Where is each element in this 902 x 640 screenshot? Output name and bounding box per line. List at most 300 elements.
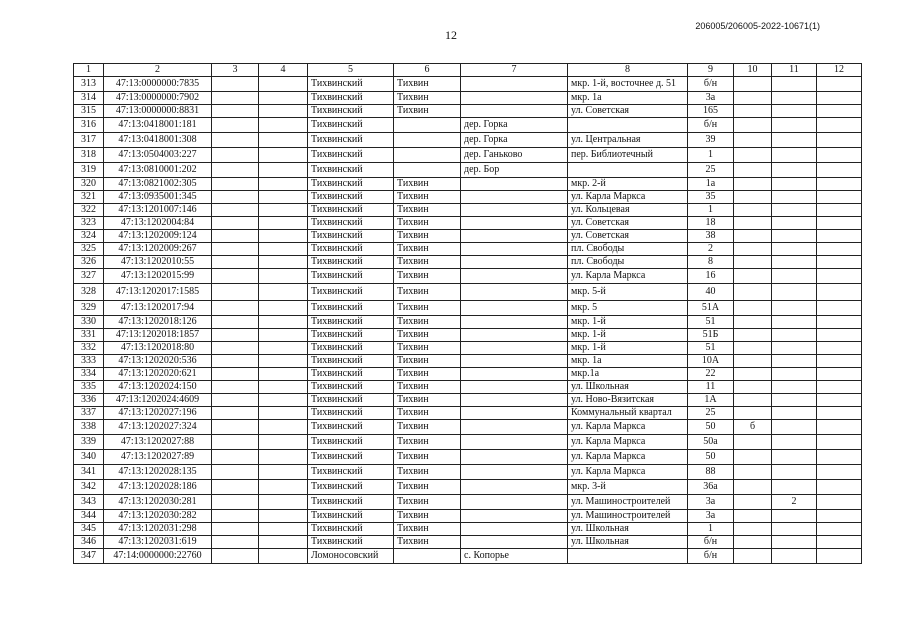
village-cell	[461, 355, 568, 368]
cell-col-12	[817, 355, 862, 368]
cell-col-11	[772, 381, 817, 394]
cadastral-number: 47:13:1202017:94	[104, 301, 212, 316]
street-cell: мкр. 2-й	[568, 178, 688, 191]
city-cell: Тихвин	[394, 394, 461, 407]
house-cell: 39	[688, 133, 734, 148]
cell-col-4	[259, 77, 308, 92]
village-cell	[461, 217, 568, 230]
cell-col-12	[817, 230, 862, 243]
cell-col-3	[212, 495, 259, 510]
cell-col-12	[817, 549, 862, 564]
cell-col-12	[817, 316, 862, 329]
street-cell: мкр. 1-й	[568, 329, 688, 342]
cadastral-number: 47:14:0000000:22760	[104, 549, 212, 564]
cell-col-12	[817, 284, 862, 301]
cell-col-4	[259, 148, 308, 163]
row-number: 324	[74, 230, 104, 243]
city-cell	[394, 118, 461, 133]
cell-col-4	[259, 217, 308, 230]
street-cell: ул. Машиностроителей	[568, 510, 688, 523]
cadastral-number: 47:13:0821002:305	[104, 178, 212, 191]
district-cell: Тихвинский	[308, 480, 394, 495]
cadastral-number: 47:13:0000000:7902	[104, 92, 212, 105]
house-cell: 51Б	[688, 329, 734, 342]
village-cell	[461, 495, 568, 510]
cell-col-12	[817, 368, 862, 381]
house-cell: 36а	[688, 480, 734, 495]
district-cell: Тихвинский	[308, 77, 394, 92]
cell-col-3	[212, 549, 259, 564]
cell-col-11	[772, 301, 817, 316]
city-cell: Тихвин	[394, 342, 461, 355]
cell-col-10	[734, 510, 772, 523]
cell-col-12	[817, 269, 862, 284]
cadastral-number: 47:13:1202030:282	[104, 510, 212, 523]
table-row	[74, 269, 862, 284]
cell-col-3	[212, 243, 259, 256]
cell-col-11	[772, 420, 817, 435]
cell-col-11	[772, 329, 817, 342]
cell-col-4	[259, 549, 308, 564]
cell-col-10	[734, 217, 772, 230]
house-cell: 16	[688, 269, 734, 284]
row-number: 326	[74, 256, 104, 269]
house-cell: 3а	[688, 510, 734, 523]
table-row	[74, 465, 862, 480]
cell-col-12	[817, 256, 862, 269]
cadastral-number: 47:13:1202018:126	[104, 316, 212, 329]
cell-col-10	[734, 450, 772, 465]
row-number: 342	[74, 480, 104, 495]
cell-col-12	[817, 510, 862, 523]
cell-col-12	[817, 191, 862, 204]
cell-col-4	[259, 394, 308, 407]
cell-col-4	[259, 407, 308, 420]
row-number: 325	[74, 243, 104, 256]
cell-col-3	[212, 420, 259, 435]
city-cell: Тихвин	[394, 301, 461, 316]
house-cell: 3а	[688, 495, 734, 510]
city-cell: Тихвин	[394, 495, 461, 510]
page-number: 12	[445, 28, 457, 42]
cell-col-3	[212, 191, 259, 204]
village-cell	[461, 329, 568, 342]
cell-col-11	[772, 355, 817, 368]
street-cell: мкр. 5	[568, 301, 688, 316]
table-row	[74, 284, 862, 301]
street-cell: мкр. 1а	[568, 92, 688, 105]
table-row	[74, 329, 862, 342]
row-number: 336	[74, 394, 104, 407]
cell-col-12	[817, 92, 862, 105]
house-cell: 10А	[688, 355, 734, 368]
row-number: 347	[74, 549, 104, 564]
city-cell: Тихвин	[394, 329, 461, 342]
register-table	[73, 63, 862, 564]
row-number: 320	[74, 178, 104, 191]
cell-col-4	[259, 420, 308, 435]
cell-col-3	[212, 284, 259, 301]
cell-col-10	[734, 523, 772, 536]
city-cell: Тихвин	[394, 355, 461, 368]
cadastral-number: 47:13:1202018:80	[104, 342, 212, 355]
row-number: 341	[74, 465, 104, 480]
cell-col-11	[772, 523, 817, 536]
house-cell: 25	[688, 407, 734, 420]
street-cell: пл. Свободы	[568, 243, 688, 256]
table-row	[74, 230, 862, 243]
city-cell: Тихвин	[394, 217, 461, 230]
cell-col-10	[734, 435, 772, 450]
cell-col-11	[772, 133, 817, 148]
district-cell: Тихвинский	[308, 435, 394, 450]
cell-col-4	[259, 243, 308, 256]
column-header: 2	[104, 64, 212, 77]
cell-col-3	[212, 510, 259, 523]
street-cell: ул. Карла Маркса	[568, 465, 688, 480]
table-row	[74, 381, 862, 394]
cell-col-10	[734, 105, 772, 118]
street-cell: мкр. 1-й, восточнее д. 51	[568, 77, 688, 92]
cell-col-10	[734, 133, 772, 148]
table-row	[74, 523, 862, 536]
cell-col-11	[772, 204, 817, 217]
city-cell: Тихвин	[394, 178, 461, 191]
city-cell: Тихвин	[394, 92, 461, 105]
street-cell: ул. Карла Маркса	[568, 191, 688, 204]
cell-col-3	[212, 133, 259, 148]
cell-col-4	[259, 301, 308, 316]
street-cell: ул. Центральная	[568, 133, 688, 148]
cell-col-11	[772, 191, 817, 204]
cell-col-12	[817, 118, 862, 133]
district-cell: Тихвинский	[308, 329, 394, 342]
cell-col-10	[734, 256, 772, 269]
row-number: 334	[74, 368, 104, 381]
village-cell	[461, 269, 568, 284]
house-cell: б/н	[688, 536, 734, 549]
street-cell: ул. Школьная	[568, 536, 688, 549]
cadastral-number: 47:13:1202010:55	[104, 256, 212, 269]
cell-col-3	[212, 480, 259, 495]
cell-col-4	[259, 381, 308, 394]
row-number: 329	[74, 301, 104, 316]
street-cell: ул. Машиностроителей	[568, 495, 688, 510]
cell-col-11	[772, 368, 817, 381]
cell-col-4	[259, 92, 308, 105]
house-cell: 51А	[688, 301, 734, 316]
table-row	[74, 133, 862, 148]
cell-col-10	[734, 536, 772, 549]
cell-col-3	[212, 342, 259, 355]
house-cell: 18	[688, 217, 734, 230]
village-cell	[461, 381, 568, 394]
district-cell: Тихвинский	[308, 230, 394, 243]
table-row	[74, 105, 862, 118]
cell-col-10	[734, 163, 772, 178]
cell-col-12	[817, 480, 862, 495]
street-cell: ул. Советская	[568, 217, 688, 230]
table-row	[74, 536, 862, 549]
district-cell: Тихвинский	[308, 536, 394, 549]
table-row	[74, 92, 862, 105]
row-number: 337	[74, 407, 104, 420]
cadastral-number: 47:13:1202024:4609	[104, 394, 212, 407]
village-cell: дер. Ганьково	[461, 148, 568, 163]
district-cell: Тихвинский	[308, 465, 394, 480]
village-cell	[461, 510, 568, 523]
district-cell: Тихвинский	[308, 92, 394, 105]
cell-col-11	[772, 316, 817, 329]
cell-col-10	[734, 495, 772, 510]
city-cell	[394, 163, 461, 178]
district-cell: Тихвинский	[308, 316, 394, 329]
cell-col-12	[817, 536, 862, 549]
row-number: 331	[74, 329, 104, 342]
cell-col-12	[817, 77, 862, 92]
house-cell: 50а	[688, 435, 734, 450]
cell-col-11	[772, 450, 817, 465]
cell-col-4	[259, 133, 308, 148]
cadastral-number: 47:13:0418001:308	[104, 133, 212, 148]
cell-col-4	[259, 284, 308, 301]
village-cell	[461, 256, 568, 269]
cadastral-number: 47:13:1202024:150	[104, 381, 212, 394]
village-cell	[461, 191, 568, 204]
row-number: 346	[74, 536, 104, 549]
cadastral-number: 47:13:0000000:7835	[104, 77, 212, 92]
cell-col-10	[734, 465, 772, 480]
table-row	[74, 178, 862, 191]
table-row	[74, 118, 862, 133]
city-cell: Тихвин	[394, 77, 461, 92]
village-cell	[461, 178, 568, 191]
district-cell: Тихвинский	[308, 510, 394, 523]
village-cell	[461, 92, 568, 105]
cell-col-10	[734, 269, 772, 284]
street-cell: ул. Карла Маркса	[568, 435, 688, 450]
street-cell	[568, 118, 688, 133]
table-row	[74, 450, 862, 465]
cell-col-12	[817, 329, 862, 342]
cell-col-3	[212, 230, 259, 243]
district-cell: Тихвинский	[308, 420, 394, 435]
cell-col-3	[212, 77, 259, 92]
street-cell	[568, 549, 688, 564]
street-cell: мкр. 3-й	[568, 480, 688, 495]
row-number: 321	[74, 191, 104, 204]
cell-col-4	[259, 118, 308, 133]
cell-col-10	[734, 394, 772, 407]
cell-col-12	[817, 217, 862, 230]
cell-col-4	[259, 355, 308, 368]
village-cell	[461, 77, 568, 92]
table-row	[74, 301, 862, 316]
table-row	[74, 368, 862, 381]
cell-col-12	[817, 435, 862, 450]
cell-col-11	[772, 92, 817, 105]
district-cell: Тихвинский	[308, 217, 394, 230]
street-cell: ул. Школьная	[568, 381, 688, 394]
street-cell: пл. Свободы	[568, 256, 688, 269]
house-cell: 8	[688, 256, 734, 269]
cadastral-number: 47:13:1202017:1585	[104, 284, 212, 301]
cell-col-3	[212, 381, 259, 394]
table-row	[74, 342, 862, 355]
cadastral-number: 47:13:0935001:345	[104, 191, 212, 204]
row-number: 330	[74, 316, 104, 329]
city-cell: Тихвин	[394, 204, 461, 217]
row-number: 314	[74, 92, 104, 105]
table-row	[74, 191, 862, 204]
city-cell: Тихвин	[394, 435, 461, 450]
street-cell	[568, 163, 688, 178]
city-cell: Тихвин	[394, 407, 461, 420]
row-number: 328	[74, 284, 104, 301]
cell-col-3	[212, 105, 259, 118]
village-cell	[461, 368, 568, 381]
cell-col-4	[259, 230, 308, 243]
cell-col-3	[212, 368, 259, 381]
district-cell: Тихвинский	[308, 381, 394, 394]
city-cell: Тихвин	[394, 536, 461, 549]
city-cell: Тихвин	[394, 523, 461, 536]
district-cell: Тихвинский	[308, 407, 394, 420]
house-cell: 25	[688, 163, 734, 178]
cell-col-11	[772, 510, 817, 523]
city-cell: Тихвин	[394, 465, 461, 480]
city-cell: Тихвин	[394, 230, 461, 243]
district-cell: Тихвинский	[308, 269, 394, 284]
cell-col-10	[734, 118, 772, 133]
cell-col-4	[259, 342, 308, 355]
district-cell: Тихвинский	[308, 284, 394, 301]
cell-col-10	[734, 284, 772, 301]
column-header: 9	[688, 64, 734, 77]
cell-col-11	[772, 105, 817, 118]
village-cell	[461, 243, 568, 256]
cadastral-number: 47:13:1202027:88	[104, 435, 212, 450]
row-number: 339	[74, 435, 104, 450]
cell-col-12	[817, 495, 862, 510]
cell-col-3	[212, 407, 259, 420]
cell-col-10	[734, 148, 772, 163]
cadastral-number: 47:13:1201007:146	[104, 204, 212, 217]
table-row	[74, 495, 862, 510]
house-cell: 22	[688, 368, 734, 381]
column-header: 3	[212, 64, 259, 77]
cadastral-number: 47:13:1202009:124	[104, 230, 212, 243]
house-cell: 1А	[688, 394, 734, 407]
cell-col-3	[212, 118, 259, 133]
cell-col-11: 2	[772, 495, 817, 510]
cell-col-4	[259, 204, 308, 217]
cadastral-number: 47:13:1202031:619	[104, 536, 212, 549]
cell-col-12	[817, 523, 862, 536]
cell-col-12	[817, 450, 862, 465]
city-cell: Тихвин	[394, 450, 461, 465]
cell-col-10	[734, 92, 772, 105]
cell-col-4	[259, 269, 308, 284]
table-row	[74, 316, 862, 329]
house-cell: 38	[688, 230, 734, 243]
cadastral-number: 47:13:1202027:324	[104, 420, 212, 435]
cell-col-12	[817, 407, 862, 420]
row-number: 323	[74, 217, 104, 230]
row-number: 322	[74, 204, 104, 217]
cell-col-11	[772, 269, 817, 284]
district-cell: Тихвинский	[308, 204, 394, 217]
column-header: 10	[734, 64, 772, 77]
cadastral-number: 47:13:1202028:186	[104, 480, 212, 495]
cell-col-10	[734, 381, 772, 394]
cell-col-4	[259, 256, 308, 269]
city-cell: Тихвин	[394, 269, 461, 284]
cell-col-11	[772, 465, 817, 480]
table-row	[74, 510, 862, 523]
cell-col-4	[259, 105, 308, 118]
cell-col-4	[259, 523, 308, 536]
village-cell: дер. Горка	[461, 133, 568, 148]
cell-col-3	[212, 256, 259, 269]
table-row	[74, 420, 862, 435]
house-cell: 165	[688, 105, 734, 118]
village-cell	[461, 536, 568, 549]
cell-col-4	[259, 329, 308, 342]
city-cell: Тихвин	[394, 191, 461, 204]
cadastral-number: 47:13:1202020:536	[104, 355, 212, 368]
cell-col-10	[734, 355, 772, 368]
cell-col-10	[734, 77, 772, 92]
cell-col-10	[734, 191, 772, 204]
cell-col-3	[212, 465, 259, 480]
cell-col-12	[817, 394, 862, 407]
cell-col-11	[772, 480, 817, 495]
city-cell: Тихвин	[394, 420, 461, 435]
house-cell: 1	[688, 523, 734, 536]
table-row	[74, 204, 862, 217]
house-cell: 51	[688, 316, 734, 329]
cell-col-4	[259, 495, 308, 510]
district-cell: Тихвинский	[308, 105, 394, 118]
cell-col-10	[734, 368, 772, 381]
document-reference: 206005/206005-2022-10671(1)	[695, 21, 820, 31]
street-cell: ул. Кольцевая	[568, 204, 688, 217]
column-header: 6	[394, 64, 461, 77]
house-cell: 1	[688, 148, 734, 163]
cell-col-3	[212, 394, 259, 407]
village-cell	[461, 450, 568, 465]
district-cell: Тихвинский	[308, 342, 394, 355]
city-cell	[394, 133, 461, 148]
cell-col-12	[817, 204, 862, 217]
cell-col-12	[817, 148, 862, 163]
cell-col-3	[212, 301, 259, 316]
cadastral-number: 47:13:0000000:8831	[104, 105, 212, 118]
cell-col-3	[212, 148, 259, 163]
cell-col-12	[817, 381, 862, 394]
cell-col-12	[817, 178, 862, 191]
city-cell: Тихвин	[394, 381, 461, 394]
cell-col-10	[734, 407, 772, 420]
table-row	[74, 148, 862, 163]
cell-col-10	[734, 316, 772, 329]
house-cell: 1	[688, 204, 734, 217]
table-row	[74, 480, 862, 495]
house-cell: 11	[688, 381, 734, 394]
district-cell: Тихвинский	[308, 243, 394, 256]
column-header: 11	[772, 64, 817, 77]
